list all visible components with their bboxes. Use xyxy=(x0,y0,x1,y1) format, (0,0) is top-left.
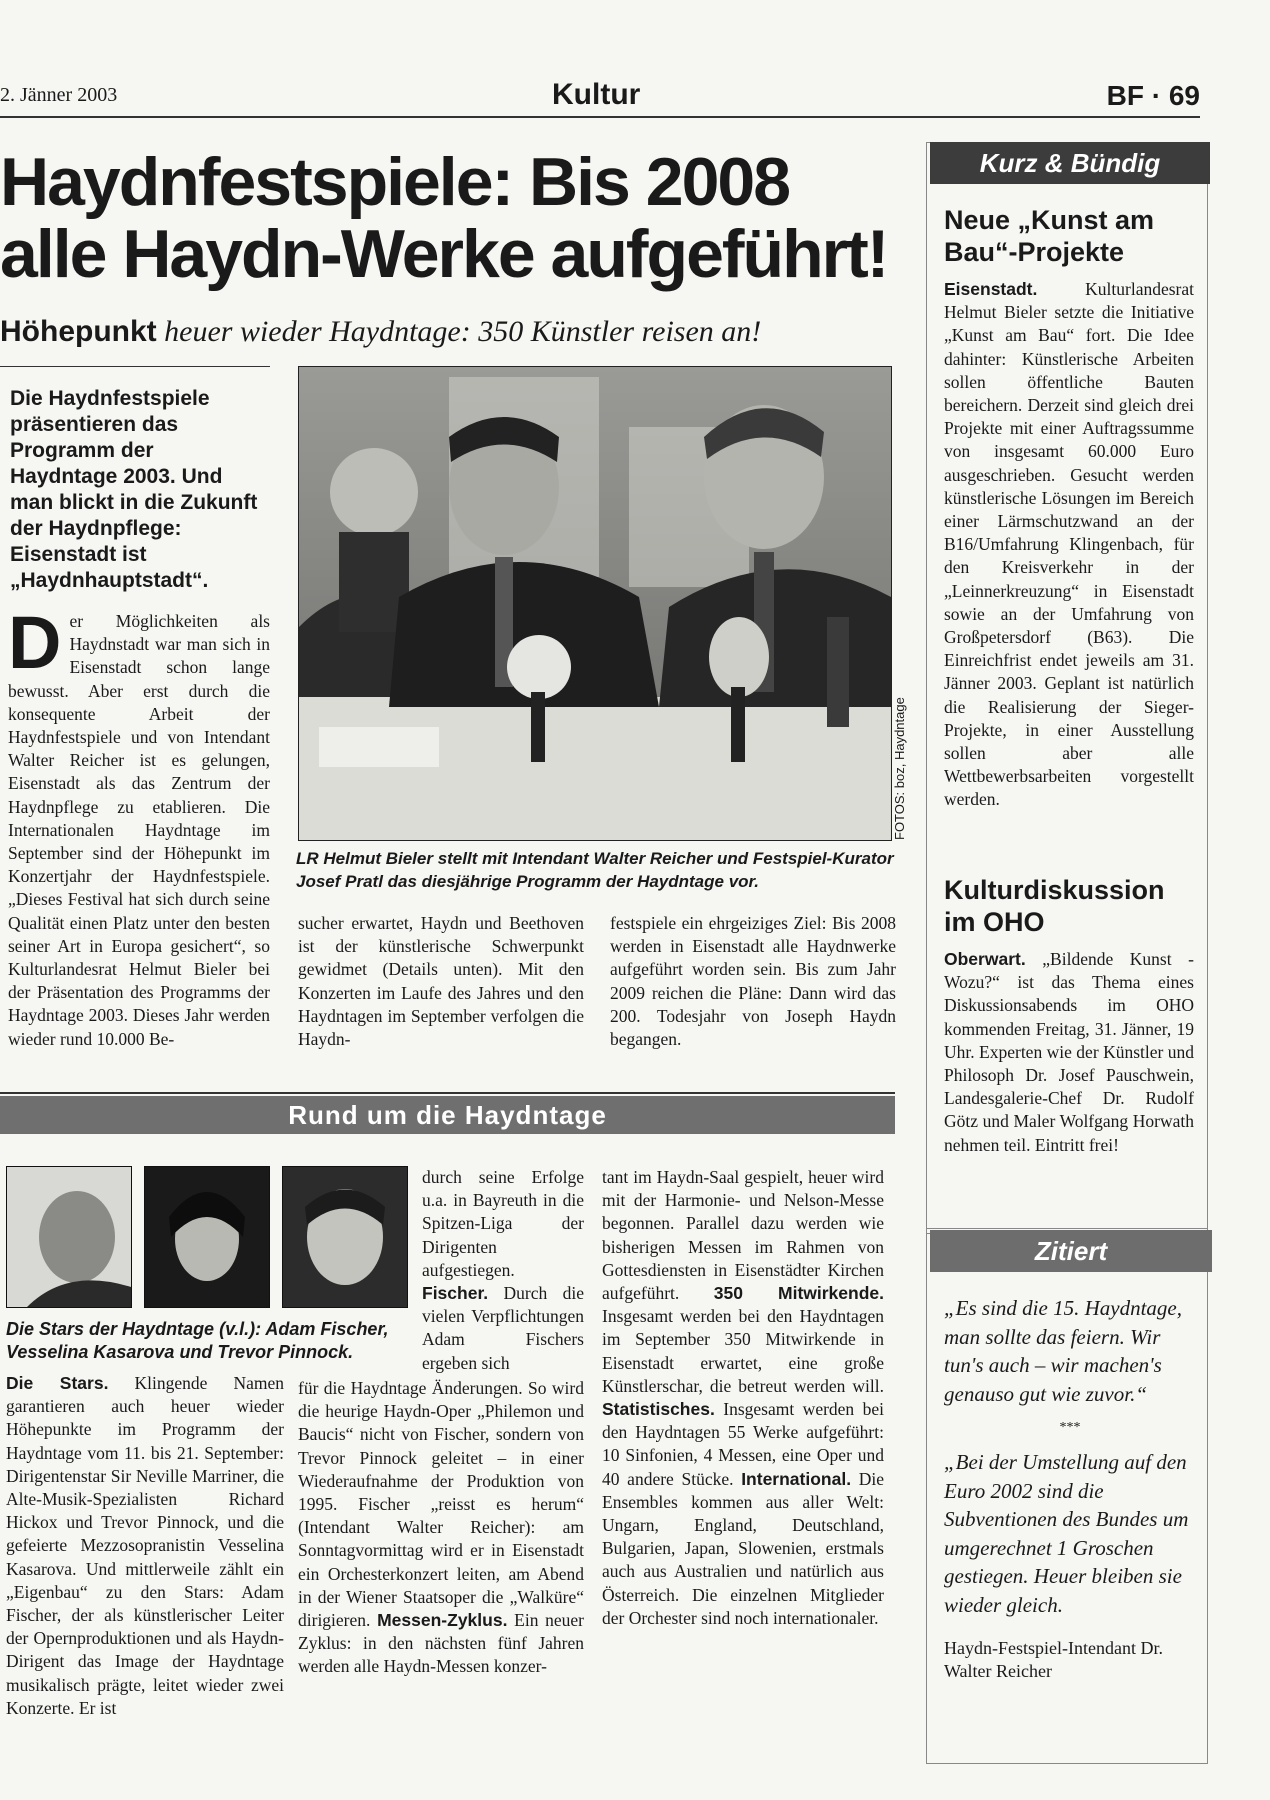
quote-separator: *** xyxy=(1059,1420,1081,1435)
rund-column-2c-text: Ein neuer Zyklus: in den nächsten fünf Jahren werden alle Haydn-Messen konzer- xyxy=(298,1610,585,1677)
rund-column-2b-text: für die Haydntage Änderungen. So wird die heurige Haydn-Oper „Philemon und Baucis“ nicht von Fischer, sondern von Trevor Pinnock geleitet – in einer Wiederaufnahme der Produktion von 1995. Fischer „reisst es herum“ (Intendant Walter Reicher): am Sonntagvormittag wird er in Eisenstadt ein Orchesterkonzert leiten, am Abend in der Wiener Staatsoper die „Walküre“ dirigieren. xyxy=(298,1378,584,1631)
rund-column-3c-text: Insgesamt werden bei den Haydntagen 55 Werke aufgeführt: 10 Sinfonien, 4 Messen, eine Oper und 40 andere Stücke. xyxy=(602,1399,885,1489)
headline-line-2: alle Haydn-Werke aufgeführt! xyxy=(0,216,888,292)
page-reference: BF · 69 xyxy=(1106,80,1200,111)
sidebar-item-2-title: Kulturdiskussion im OHO xyxy=(944,875,1165,937)
portrait-illustration xyxy=(145,1167,269,1307)
sidebar-item-2-place: Oberwart. xyxy=(944,949,1026,969)
portrait-trevor-pinnock xyxy=(282,1166,408,1308)
rund-band: Rund um die Haydntage xyxy=(0,1096,895,1134)
drop-cap: D xyxy=(8,601,62,684)
section-rule xyxy=(0,1092,895,1094)
rund-keyword-fischer: Fischer. xyxy=(422,1283,489,1304)
sidebar-item-1 xyxy=(944,204,1194,812)
rund-keyword-stars: Die Stars. xyxy=(6,1373,109,1393)
header-rule xyxy=(0,116,1200,118)
sidebar-item-2-body xyxy=(944,948,1194,1157)
subheadline-bold: Höhepunkt xyxy=(0,315,157,348)
portrait-vesselina-kasarova xyxy=(144,1166,270,1308)
quote-band: Zitiert xyxy=(930,1230,1212,1272)
article-column-3: festspiele ein ehrgeiziges Ziel: Bis 2008 werden in Eisenstadt alle Haydnwerke aufgeführt worden sein. Bis zum Jahr 2009 reichen die Pläne: Dann wird das 200. Todesjahr von Joseph Haydn begangen. xyxy=(610,913,896,1050)
rund-column-3 xyxy=(602,1166,884,1630)
rund-keyword-mitwirkende: 350 Mitwirkende. xyxy=(713,1283,884,1304)
rund-keyword-statistisches: Statistisches. xyxy=(602,1399,715,1420)
quote-1: „Es sind die 15. Haydntage, man sollte das feiern. Wir tun's auch – wir machen's genauso gut wie zuvor.“ xyxy=(944,1296,1182,1406)
sidebar-band: Kurz & Bündig xyxy=(930,142,1210,184)
stars-caption: Die Stars der Haydntage (v.l.): Adam Fischer, Vesselina Kasarova und Trevor Pinnock. xyxy=(6,1319,389,1362)
photo-illustration xyxy=(299,367,891,840)
press-conference-photo xyxy=(298,366,892,841)
subheadline-italic: heuer wieder Haydntage: 350 Künstler reisen an! xyxy=(164,315,762,348)
rund-column-2a-text: durch seine Erfolge u.a. in Bayreuth in die Spitzen-Liga der Dirigenten aufgestiegen. xyxy=(422,1167,584,1280)
article-column-2: sucher erwartet, Haydn und Beethoven ist der künstlerische Schwerpunkt gewidmet (Details unten). Mit den Konzerten im Laufe des Jahres und den Haydntagen im September verfolgen die Haydn- xyxy=(298,913,584,1050)
portrait-illustration xyxy=(283,1167,407,1307)
quote-2: „Bei der Umstellung auf den Euro 2002 sind die Subventionen des Bundes um umgerechnet 1 Groschen gestiegen. Heuer bleiben sie wieder gleich. xyxy=(944,1450,1189,1617)
sidebar-item-2 xyxy=(944,874,1194,1157)
subhead-rule xyxy=(0,366,270,367)
rund-column-3a-text: tant im Haydn-Saal gespielt, heuer wird mit der Harmonie- und Nelson-Messe begonnen. Parallel dazu werden wie bisherigen Messen im Rahmen von Gottesdiensten in Eisenstädter Kirchen aufgeführt. xyxy=(602,1167,884,1304)
rund-column-1 xyxy=(6,1372,284,1720)
article-column-1-text: er Möglichkeiten als Haydnstadt war man sich in Eisenstadt schon lange bewusst. Aber erst durch die konsequente Arbeit der Haydnfestspiele und von Intendant Walter Reicher ist es gelungen, Eisenstadt als das Zentrum der Haydnpflege zu etablieren. Die Internationalen Haydntage im September sind der Höhepunkt im Konzertjahr der Haydnfestspiele. „Dieses Festival hat sich durch seine Qualität einen Platz unter den besten seiner Art in Europa gesichert“, so Kulturlandesrat Helmut Bieler bei der Präsentation des Programms der Haydntage 2003. Dieses Jahr werden wieder rund 10.000 Be- xyxy=(8,611,270,1049)
sidebar-item-1-body xyxy=(944,278,1194,812)
quote-content xyxy=(944,1294,1196,1683)
portrait-illustration xyxy=(7,1167,131,1307)
sidebar-item-1-place: Eisenstadt. xyxy=(944,279,1038,299)
sidebar-item-1-title: Neue „Kunst am Bau“-Projekte xyxy=(944,205,1155,267)
rund-column-2a-cont: Durch die vielen Verpflichtungen Adam Fischers ergeben sich xyxy=(422,1283,584,1373)
sidebar-item-2-text: „Bildende Kunst - Wozu?“ ist das Thema eines Diskussionsabends im OHO kommenden Freitag, 31. Jänner, 19 Uhr. Experten wie der Künstler und Philosoph Dr. Josef Pauschwein, Landesgalerie-Chef Dr. Rudolf Götz und Maler Wolfgang Horwath nehmen teil. Eintritt frei! xyxy=(944,949,1195,1155)
subheadline xyxy=(0,315,761,349)
rund-keyword-international: International. xyxy=(741,1468,852,1489)
photo-credit: FOTOS: boz, Haydntage xyxy=(892,697,907,840)
portrait-adam-fischer xyxy=(6,1166,132,1308)
sidebar-item-1-text: Kulturlandesrat Helmut Bieler setzte die Initiative „Kunst am Bau“ fort. Die Idee dahinter: Künstlerische Arbeiten sollen öffentliche Bauten bereichern. Derzeit sind gleich drei Projekte mit einer Auftragssumme von insgesamt 60.000 Euro ausgeschrieben. Gesucht werden künstlerische Lösungen im Bereich einer Lärmschutzwand an der B16/Umfahrung Klingenbach, für den Kreisverkehr in der „Leinnerkreuzung“ in Eisenstadt sowie an der Umfahrung von Großpetersdorf (B63). Die Einreichfrist endet jeweils am 31. Jänner 2003. Geplant ist natürlich die Realisierung der Sieger-Projekte, in einer Ausstellung sollen aber alle Wettbewerbsarbeiten vorgestellt werden. xyxy=(944,279,1194,810)
rund-column-3d-text: Die Ensembles kommen aus aller Welt: Ungarn, England, Deutschland, Bulgarien, Japan, Slowenien, erstmals auch aus Australien und natürlich aus Österreich. Die einzelnen Mitglieder der Orchester sind noch internationaler. xyxy=(602,1468,885,1628)
headline-line-1: Haydnfestspiele: Bis 2008 xyxy=(0,144,790,220)
rund-column-2a xyxy=(422,1166,584,1375)
rund-column-2b xyxy=(298,1377,584,1679)
rund-keyword-messen: Messen-Zyklus. xyxy=(377,1610,508,1631)
photo-caption: LR Helmut Bieler stellt mit Intendant Walter Reicher und Festspiel-Kurator Josef Pratl das diesjährige Programm der Haydntage vor. xyxy=(296,849,894,891)
rund-column-3b-text: Insgesamt werden bei den Haydntagen im September 350 Mitwirkende in Eisenstadt erwartet, eine große Künstlerschar, die betreut werden will. xyxy=(602,1306,884,1396)
quote-attribution: Haydn-Festspiel-Intendant Dr. Walter Reicher xyxy=(944,1638,1163,1682)
section-title: Kultur xyxy=(552,78,641,111)
lead-paragraph: Die Haydnfestspiele präsentieren das Programm der Haydntage 2003. Und man blickt in die Zukunft der Haydnpflege: Eisenstadt ist „Haydnhauptstadt“. xyxy=(10,387,258,592)
issue-date: 2. Jänner 2003 xyxy=(0,84,118,106)
rund-column-1-text: Klingende Namen garantieren auch heuer wieder Höhepunkte im Programm der Haydntage vom 11. bis 21. September: Dirigentenstar Sir Neville Marriner, die Alte-Musik-Spezialisten Richard Hickox und Trevor Pinnock, und die gefeierte Mezzosopranistin Vesselina Kasarova. Und mittlerweile zählt ein „Eigenbau“ zu den Stars: Adam Fischer, der als künstlerischer Leiter der Opernproduktionen und als Haydn-Dirigent das Image der Haydntage musikalisch prägte, leitet wieder zwei Konzerte. Er ist xyxy=(6,1373,285,1718)
headline xyxy=(0,144,888,292)
article-column-1 xyxy=(8,601,270,1051)
